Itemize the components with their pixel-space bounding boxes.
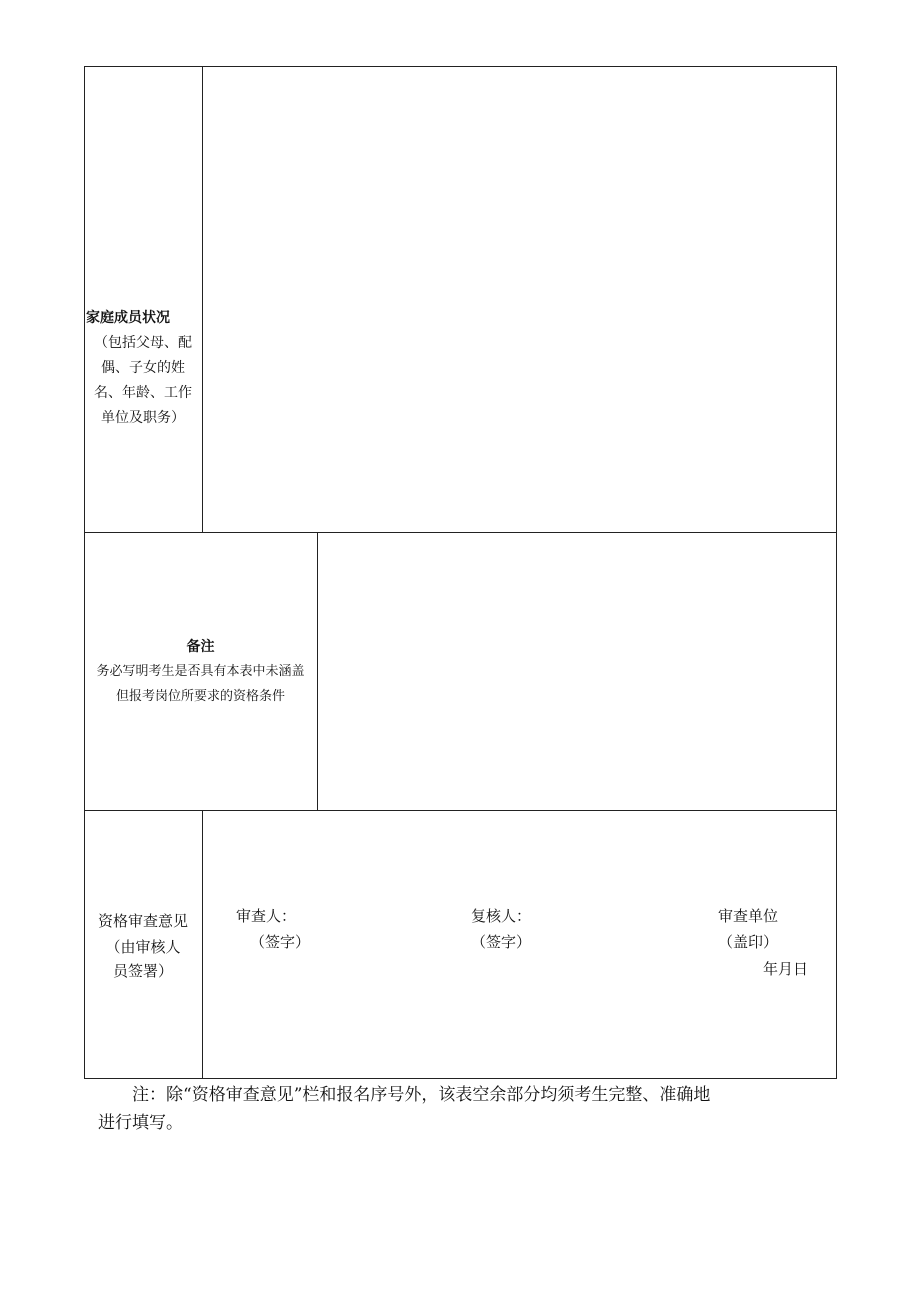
remarks-input-area[interactable] [318, 533, 836, 810]
family-desc-line-2: 偶、子女的姓 [101, 360, 185, 376]
reviewer-sign-label: （签字） [250, 933, 311, 951]
family-desc-line-3: 名、年龄、工作 [94, 385, 192, 401]
review-label-cell [84, 810, 202, 1079]
review-unit-label: 审查单位 [718, 907, 779, 925]
checker-sign-label: （签字） [471, 933, 532, 951]
family-label-cell [84, 66, 202, 533]
remarks-title: 备注 [186, 639, 215, 655]
remarks-desc-line-2: 但报考岗位所要求的资格条件 [115, 689, 285, 704]
family-desc-line-1: （包括父母、配 [94, 335, 192, 351]
footnote-line-1: 注：除“资格审查意见”栏和报名序号外，该表空余部分均须考生完整、准确地 [132, 1085, 711, 1105]
review-sign-area[interactable] [203, 811, 836, 1078]
review-label-line-1: 资格审查意见 [97, 912, 188, 930]
review-label-line-3: 员签署） [112, 962, 173, 980]
remarks-label-cell [84, 532, 317, 811]
family-desc-line-4: 单位及职务） [101, 410, 185, 426]
checker-label: 复核人： [471, 907, 532, 925]
remarks-desc-line-1: 务必写明考生是否具有本表中未涵盖 [96, 664, 305, 679]
review-label-line-2: （由审核人 [105, 938, 181, 956]
table-right-border [836, 66, 837, 1079]
review-date-label: 年月日 [763, 960, 809, 978]
review-seal-label: （盖印） [718, 933, 779, 951]
reviewer-label: 审查人： [236, 907, 297, 925]
footnote-line-2: 进行填写。 [98, 1113, 183, 1133]
family-input-area[interactable] [203, 67, 836, 532]
family-title: 家庭成员状况 [86, 310, 170, 326]
